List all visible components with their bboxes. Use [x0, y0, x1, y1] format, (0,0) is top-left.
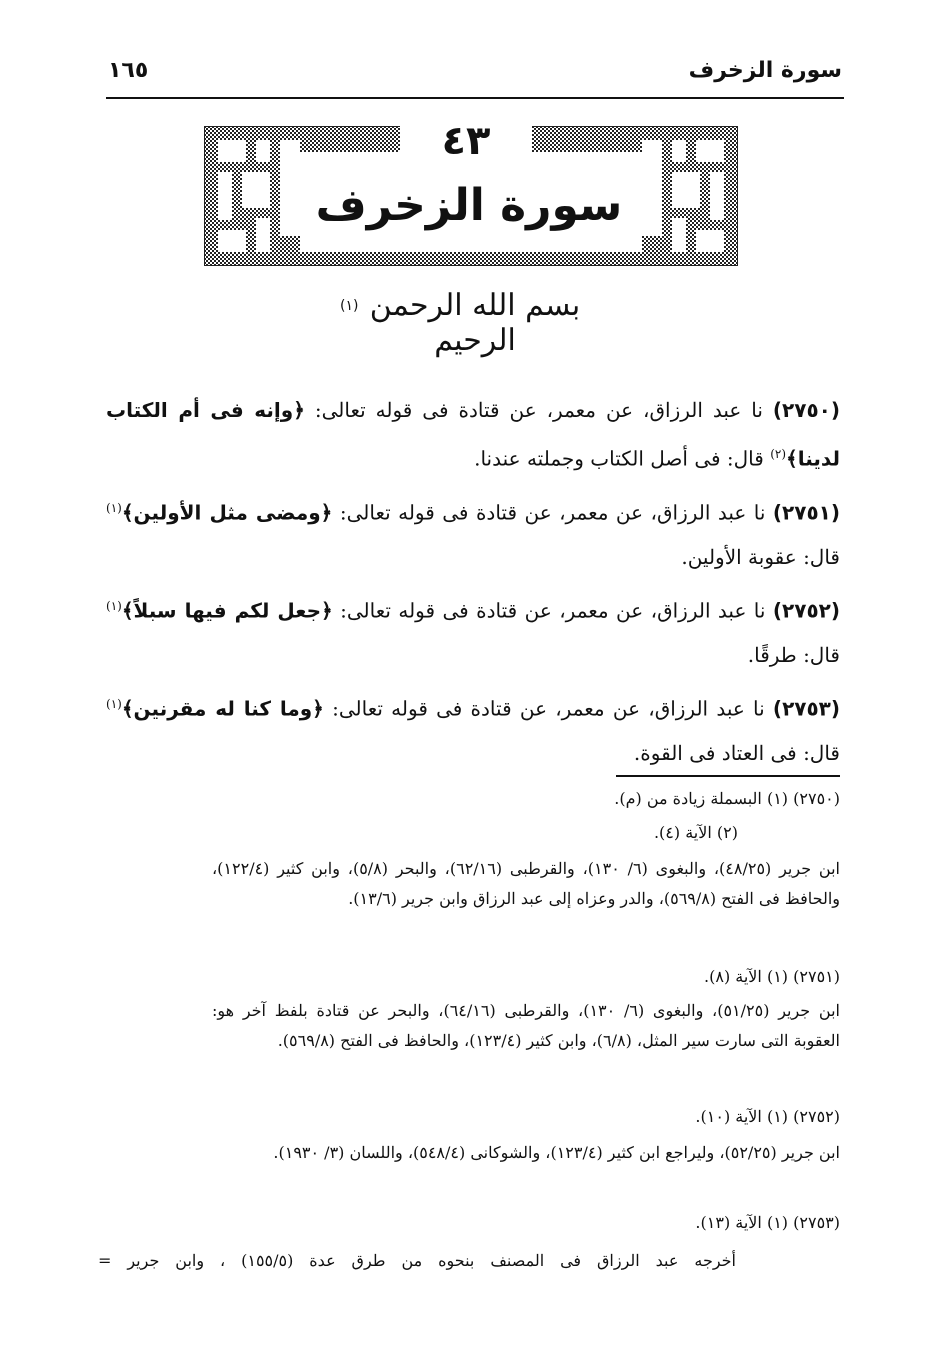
quran-verse: ﴿جعل لكم فيها سبلاً﴾ — [121, 598, 333, 623]
entry-2752 — [106, 584, 840, 677]
footnote-2753-refs: أخرجه عبد الرزاق فى المصنف بنحوه من طرق عدة (١٥٥/٥) ، وابن جرير = — [98, 1251, 736, 1270]
footnote-separator — [616, 775, 840, 777]
entry-text: نا عبد الرزاق، عن معمر، عن قتادة فى قوله تعالى: — [339, 500, 766, 525]
footnote-2753-1: (٢٧٥٣) (١) الآية (١٣). — [695, 1213, 840, 1232]
entry-number: (٢٧٥٣) — [772, 696, 841, 721]
entry-2753 — [106, 682, 840, 775]
verse-footnote-marker: (٢) — [770, 447, 787, 461]
footnote-2750-refs: ابن جرير (٤٨/٢٥)، والبغوى (٦/ ١٣٠)، والقرطبى (٦٢/١٦)، والبحر (٥/٨)، وابن كثير (١٢٢/٤)، والحافظ فى الفتح (٥٦٩/٨)، والدر وعزاه إلى عبد الرزاق وابن جرير (١٣/٦). — [212, 859, 841, 908]
basmala-calligraphy: بسم الله الرحمن الرحيم — [369, 288, 581, 358]
entry-commentary: قال: فى أصل الكتاب وجملته عندنا. — [474, 446, 764, 471]
running-title: سورة الزخرف — [688, 58, 842, 83]
entry-2750 — [106, 388, 840, 481]
footnote-2752-refs: ابن جرير (٥٢/٢٥)، وليراجع ابن كثير (١٢٣/٤)، والشوكانى (٥٤٨/٤)، واللسان (٣/ ١٩٣٠). — [273, 1143, 840, 1162]
verse-footnote-marker: (١) — [106, 697, 122, 711]
entry-text: نا عبد الرزاق، عن معمر، عن قتادة فى قوله تعالى: — [340, 598, 766, 623]
footnote-2752-1: (٢٧٥٢) (١) الآية (١٠). — [695, 1107, 840, 1126]
entry-number: (٢٧٥٠) — [772, 398, 841, 422]
basmala-footnote-marker: (١) — [340, 298, 359, 314]
entry-number: (٢٧٥١) — [772, 500, 840, 525]
surah-name: سورة الزخرف — [315, 180, 623, 231]
quran-verse: ﴿ومضى مثل الأولين﴾ — [121, 500, 333, 525]
surah-number: ٤٣ — [400, 118, 532, 164]
verse-footnote-marker: (١) — [106, 501, 122, 515]
footnote-2750-1: (٢٧٥٠) (١) البسملة زيادة من (م). — [614, 789, 840, 808]
page-number: ١٦٥ — [108, 58, 149, 83]
footnote-2751-1: (٢٧٥١) (١) الآية (٨). — [704, 967, 840, 986]
verse-footnote-marker: (١) — [106, 599, 122, 613]
entry-text: نا عبد الرزاق، عن معمر، عن قتادة فى قوله تعالى: — [314, 398, 763, 422]
header-rule — [106, 97, 844, 99]
entry-commentary: قال: عقوبة الأولين. — [681, 544, 840, 569]
footnote-2751-refs: ابن جرير (٥١/٢٥)، والبغوى (٦/ ١٣٠)، والقرطبى (٦٤/١٦)، والبحر عن قتادة بلفظ آخر هو: العقوبة التى سارت سير المثل، (٦/٨)، وابن كثير (١٢٣/٤)، والحافظ فى الفتح (٥٦٩/٨). — [212, 1001, 841, 1050]
entry-text: نا عبد الرزاق، عن معمر، عن قتادة فى قوله تعالى: — [332, 696, 765, 721]
quran-verse: ﴿وما كنا له مقرنين﴾ — [121, 696, 324, 721]
entry-commentary: قال: طرقًا. — [747, 642, 840, 667]
entry-number: (٢٧٥٢) — [772, 598, 840, 623]
entry-2751 — [106, 486, 840, 579]
entry-commentary: قال: فى العتاد فى القوة. — [633, 740, 840, 765]
footnote-2750-2: (٢) الآية (٤). — [653, 823, 738, 842]
quran-verse: ﴿وإنه فى أم الكتاب لدينا﴾ — [106, 398, 840, 471]
